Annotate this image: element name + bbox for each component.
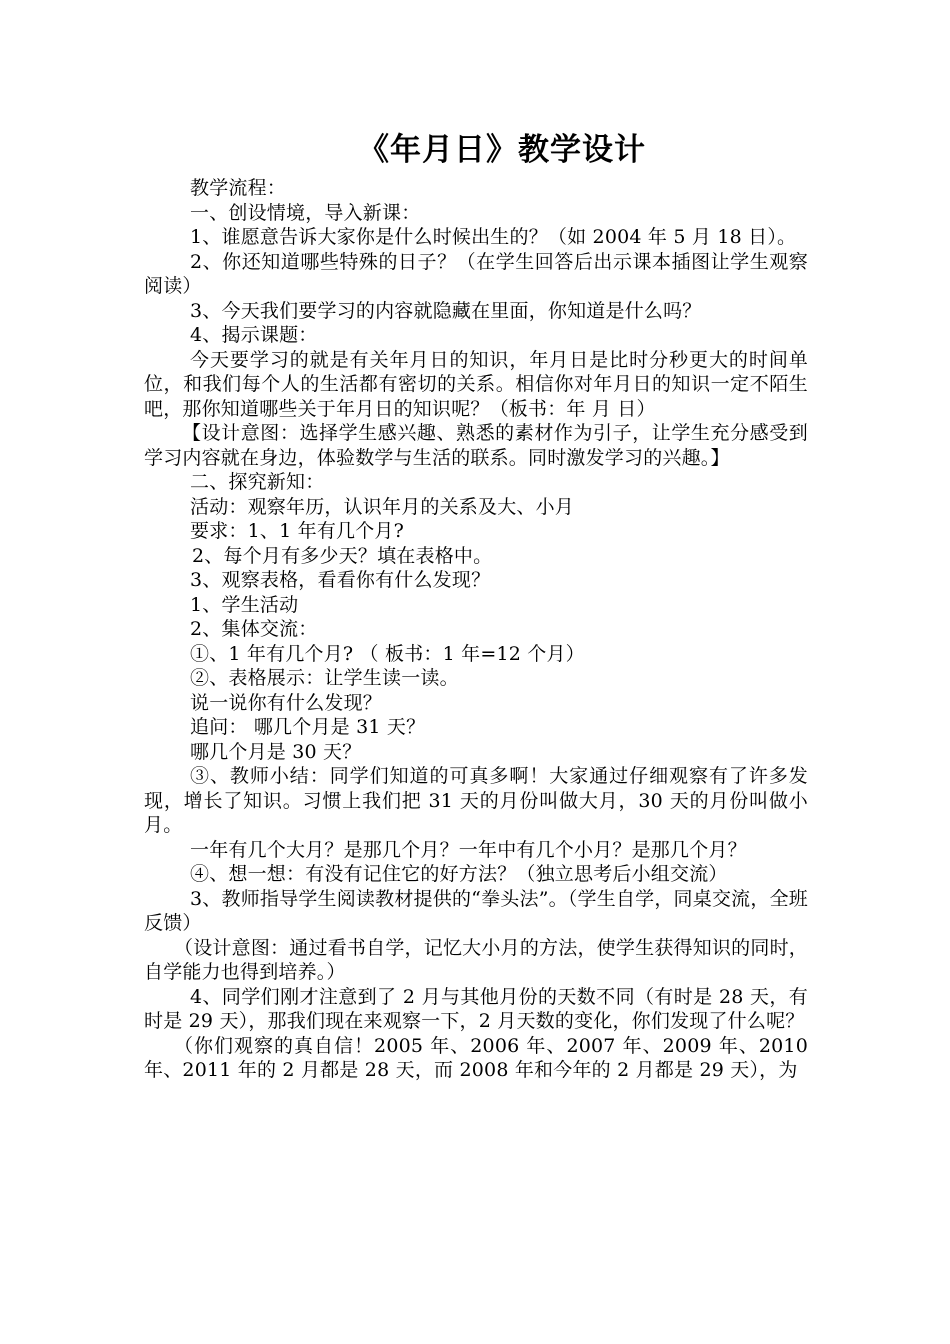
paragraph: 1、谁愿意告诉大家你是什么时候出生的？（如 2004 年 5 月 18 日）。 xyxy=(190,226,797,248)
paragraph: 活动：观察年历，认识年月的关系及大、小月 xyxy=(190,495,575,518)
paragraph: 一、创设情境，导入新课： xyxy=(190,201,421,224)
paragraph: 要求：1、1 年有几个月? xyxy=(190,520,405,542)
paragraph: 今天要学习的就是有关年月日的知识，年月日是比时分秒更大的时间单位，和我们每个人的生活都有密切的关系。相信你对年月日的知识一定不陌生吧，那你知道哪些关于年月日的知识呢？（板书：年 月 日） xyxy=(144,348,808,420)
paragraph: 3、今天我们要学习的内容就隐藏在里面，你知道是什么吗？ xyxy=(190,299,702,322)
paragraph: 4、揭示课题： xyxy=(190,324,318,346)
paragraph: ③、教师小结：同学们知道的可真多啊！大家通过仔细观察有了许多发现，增长了知识。习惯上我们把 31 天的月份叫做大月，30 天的月份叫做小月。 xyxy=(144,765,808,836)
design-intent-paragraph: 【设计意图：选择学生感兴趣、熟悉的素材作为引子，让学生充分感受到学习内容就在身边，体验数学与生活的联系。同时激发学习的兴趣。】 xyxy=(144,422,808,469)
paragraph: ①、1 年有几个月? （ 板书：1 年=12 个月） xyxy=(190,642,585,665)
paragraph: 3、教师指导学生阅读教材提供的“拳头法”。（学生自学，同桌交流，全班反馈） xyxy=(144,887,808,934)
paragraph: （你们观察的真自信！2005 年、2006 年、2007 年、2009 年、2010 年、2011 年的 2 月都是 28 天，而 2008 年和今年的 2 月都是 29 天），为 xyxy=(144,1034,808,1081)
document-title: 《年月日》教学设计 xyxy=(358,132,646,168)
paragraph: 哪几个月是 30 天？ xyxy=(190,740,362,763)
paragraph: ④、想一想：有没有记住它的好方法？（独立思考后小组交流） xyxy=(190,863,728,885)
paragraph: 二、探究新知： xyxy=(190,471,325,493)
paragraph: 2、集体交流： xyxy=(190,618,318,640)
paragraph: 2、你还知道哪些特殊的日子？（在学生回答后出示课本插图让学生观察阅读） xyxy=(144,250,808,297)
paragraph: 1、学生活动 xyxy=(190,593,299,616)
paragraph: 一年有几个大月？是那几个月？一年中有几个小月？是那几个月？ xyxy=(190,838,747,861)
paragraph: 4、同学们刚才注意到了 2 月与其他月份的天数不同（有时是 28 天，有时是 29 天），那我们现在来观察一下，2 月天数的变化，你们发现了什么呢？ xyxy=(144,985,808,1032)
paragraph: 说一说你有什么发现？ xyxy=(190,691,383,714)
paragraph: 教学流程： xyxy=(190,177,287,199)
paragraph: 2、每个月有多少天？填在表格中。 xyxy=(192,544,493,567)
paragraph: 3、观察表格，看看你有什么发现？ xyxy=(190,569,491,591)
paragraph: ②、表格展示：让学生读一读。 xyxy=(190,667,459,689)
paragraph: 追问： 哪几个月是 31 天？ xyxy=(190,716,426,738)
design-intent-paragraph: （设计意图：通过看书自学，记忆大小月的方法，使学生获得知识的同时，自学能力也得到培养。） xyxy=(144,936,808,983)
document-page xyxy=(144,128,808,1083)
